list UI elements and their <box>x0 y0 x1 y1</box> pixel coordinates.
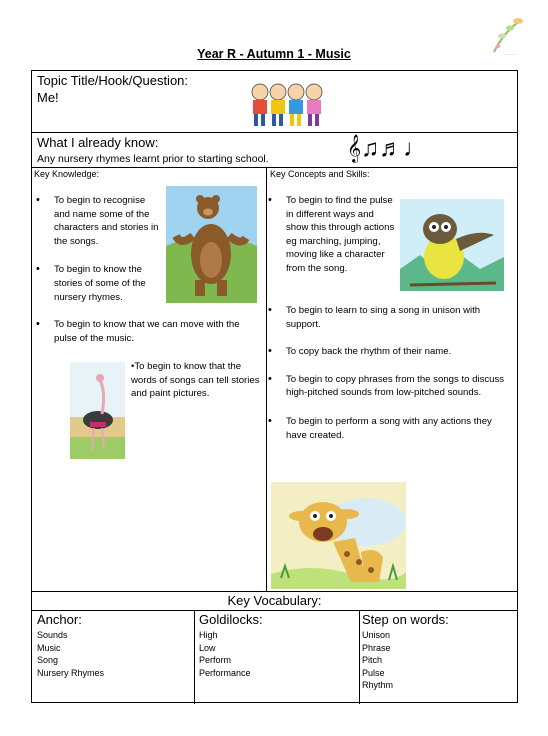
list-item: Performance <box>199 667 251 678</box>
list-item: • To begin to learn to sing a song in unison with support. <box>268 304 512 331</box>
goldilocks-words <box>199 629 251 679</box>
list-item: • To begin to know that we can move with the pulse of the music. <box>36 318 260 345</box>
list-item: • To begin to perform a song with any actions they have created. <box>268 415 512 442</box>
page-title: Year R - Autumn 1 - Music <box>197 47 351 61</box>
bear-icon <box>166 186 257 303</box>
giraffe-icon <box>271 482 406 589</box>
list-item: • To begin to know the stories of some of the nursery rhymes. <box>36 263 160 304</box>
list-item: Pitch <box>362 655 383 666</box>
children-icon <box>248 80 328 130</box>
concepts-list-2 <box>268 304 512 442</box>
vocab-label: Key Vocabulary: <box>227 593 322 608</box>
list-item: High <box>199 630 218 640</box>
list-item: Unison <box>362 630 391 640</box>
knowledge-item-4 <box>131 360 261 401</box>
bullet: • <box>131 361 135 372</box>
list-item: Sounds <box>37 630 68 640</box>
topic-value: Me! <box>37 90 59 105</box>
knowledge-list-2 <box>36 318 260 345</box>
list-item: Perform <box>199 655 232 666</box>
list-item: • To begin to find the pulse in different ways and show this through actions eg marching, jumping, moving like a character from the song. <box>268 194 396 276</box>
step-on-words <box>362 629 393 692</box>
list-item: Music <box>37 642 61 653</box>
music-notes-icon: 𝄞♫♬♩ <box>347 135 428 162</box>
svg-text:~~~~~~: ~~~~~~ <box>504 52 519 57</box>
anchor-words <box>37 629 104 679</box>
list-item: Nursery Rhymes <box>37 667 105 678</box>
list-item: To begin to know that the words of songs can tell stories and paint pictures. <box>131 361 260 400</box>
anchor-label: Anchor: <box>37 612 82 627</box>
list-item: Pulse <box>362 667 385 678</box>
list-item: Low <box>199 642 216 653</box>
concepts-list-1 <box>268 194 396 276</box>
owl-icon <box>400 199 504 291</box>
prior-label: What I already know: <box>37 135 159 150</box>
step-on-label: Step on words: <box>362 612 449 627</box>
concepts-label: Key Concepts and Skills: <box>270 169 370 179</box>
ostrich-icon <box>70 362 125 459</box>
list-item: • To begin to recognise and name some of the characters and stories in the songs. <box>36 194 160 248</box>
goldilocks-label: Goldilocks: <box>199 612 263 627</box>
list-item: Song <box>37 655 59 666</box>
topic-label: Topic Title/Hook/Question: <box>37 73 189 88</box>
prior-value: Any nursery rhymes learnt prior to starting school. <box>37 153 269 165</box>
list-item: • To copy back the rhythm of their name. <box>268 345 512 359</box>
list-item: • To begin to copy phrases from the songs to discuss high-pitched sounds from low-pitched sounds. <box>268 373 512 400</box>
knowledge-list <box>36 194 160 304</box>
list-item: Phrase <box>362 642 391 653</box>
list-item: Rhythm <box>362 680 394 691</box>
knowledge-label: Key Knowledge: <box>34 169 100 179</box>
